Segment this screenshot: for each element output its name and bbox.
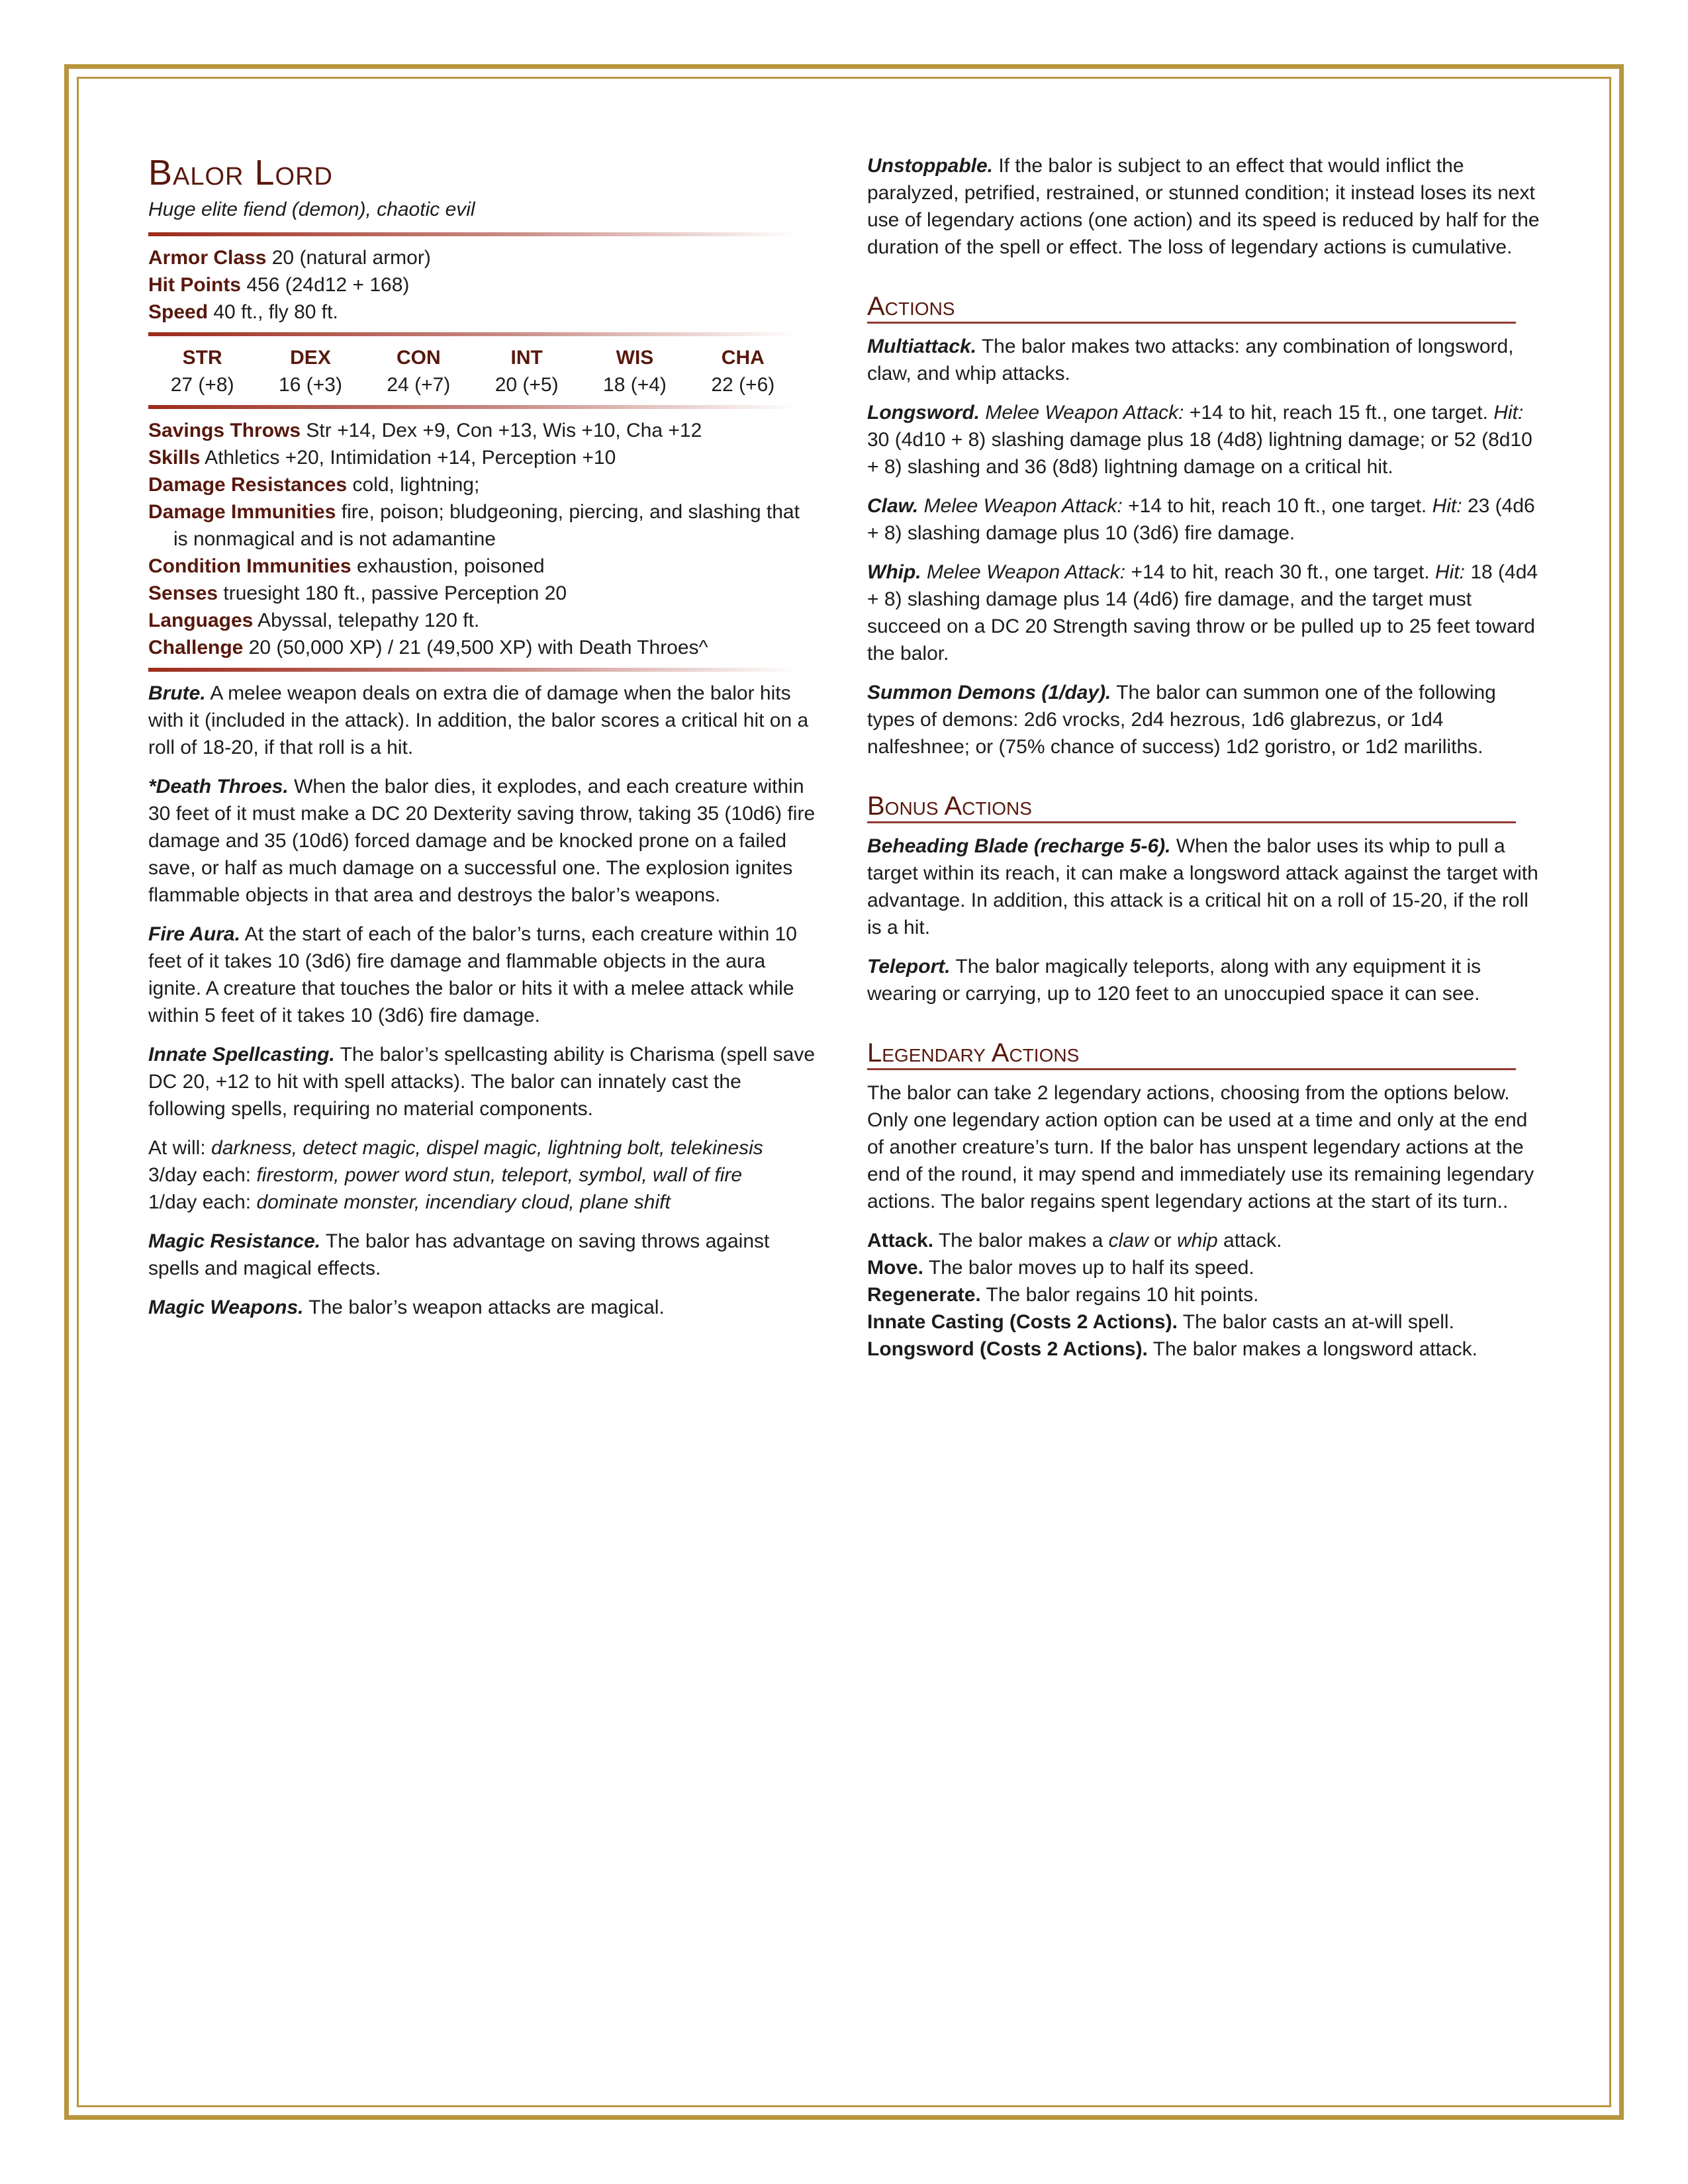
spell-line (148, 1161, 817, 1189)
saving-throws-label: Savings Throws (148, 420, 301, 441)
spell-frequency: 3/day each: (148, 1164, 252, 1186)
divider (148, 668, 797, 672)
action-name: Summon Demons (1/day). (867, 682, 1111, 704)
legendary-longsword (867, 1336, 1541, 1363)
divider (148, 332, 797, 336)
attack-hit-label: Hit: (1434, 561, 1465, 583)
legendary-claw: claw (1108, 1230, 1149, 1251)
legendary-text: The balor makes a (938, 1230, 1109, 1251)
bonus-beheading-blade (867, 833, 1541, 941)
trait-text: At the start of each of the balor’s turns, each creature within 10 feet of it takes 10 (3d6) fire damage and flammable objects in the aura ignite. A creature that touches the balor or hits it with a melee attack while within 5 feet of it takes 10 (3d6) fire damage. (148, 923, 797, 1026)
spell-names: dominate monster, incendiary cloud, plane shift (256, 1191, 671, 1213)
trait-name: Innate Spellcasting. (148, 1044, 335, 1066)
trait-brute (148, 680, 817, 761)
attack-damage: 18 (4d4 + 8) slashing damage plus 14 (4d6) fire damage, and the target must succeed on a DC 20 Strength saving throw or be pulled up to 25 feet toward the balor. (867, 561, 1538, 664)
languages (148, 607, 817, 634)
action-text: The balor makes two attacks: any combination of longsword, claw, and whip attacks. (867, 336, 1514, 385)
trait-name: Magic Resistance. (148, 1230, 321, 1252)
ability-score: 20 (+5) (494, 374, 559, 396)
attack-body: +14 to hit, reach 30 ft., one target. (1131, 561, 1430, 583)
divider (148, 405, 797, 409)
action-name: Multiattack. (867, 336, 977, 357)
action-text: When the balor uses its whip to pull a target within its reach, it can make a longsword attack against the target with advantage. In addition, this attack is a critical hit on a roll of 15-20, if the roll is a hit. (867, 835, 1538, 938)
ability-name: WIS (616, 347, 654, 369)
legendary-regenerate (867, 1281, 1541, 1308)
left-column (148, 132, 817, 1333)
action-name: Beheading Blade (recharge 5-6). (867, 835, 1171, 857)
trait-name: Fire Aura. (148, 923, 240, 945)
trait-text: The balor has advantage on saving throws against spells and magical effects. (148, 1230, 770, 1279)
legendary-move (867, 1254, 1541, 1281)
trait-fire-aura (148, 921, 817, 1029)
languages-label: Languages (148, 610, 254, 631)
legendary-innate-casting (867, 1308, 1541, 1336)
ability-name: STR (182, 347, 222, 369)
legendary-text: The balor moves up to half its speed. (928, 1257, 1254, 1279)
bonus-actions-heading: Bonus Actions (867, 791, 1516, 823)
skills-value: Athletics +20, Intimidation +14, Perception +10 (205, 447, 616, 469)
attack-body: +14 to hit, reach 15 ft., one target. (1189, 402, 1488, 424)
damage-immunities-value: fire, poison; bludgeoning, piercing, and slashing that is nonmagical and is not adamantine (173, 501, 800, 550)
attack-hit-label: Hit: (1432, 495, 1462, 517)
action-summon-demons (867, 679, 1541, 760)
trait-text: A melee weapon deals on extra die of damage when the balor hits with it (included in the attack). In addition, the balor scores a critical hit on a roll of 18-20, if that roll is a hit. (148, 682, 809, 758)
monster-type-line: Huge elite fiend (demon), chaotic evil (148, 199, 475, 220)
legendary-list (867, 1227, 1541, 1363)
ability-name: CON (396, 347, 441, 369)
attack-type: Melee Weapon Attack: (985, 402, 1184, 424)
action-claw (867, 492, 1541, 547)
action-longsword (867, 399, 1541, 480)
attack-hit-label: Hit: (1493, 402, 1524, 424)
armor-class-label: Armor Class (148, 247, 267, 269)
trait-death-throes (148, 773, 817, 909)
spell-line (148, 1134, 817, 1161)
ability-name: CHA (721, 347, 765, 369)
trait-text: The balor’s spellcasting ability is Charisma (spell save DC 20, +12 to hit with spell attacks). The balor can innately cast the following spells, requiring no material components. (148, 1044, 816, 1120)
attack-body: +14 to hit, reach 10 ft., one target. (1128, 495, 1427, 517)
challenge-value: 20 (50,000 XP) / 21 (49,500 XP) with Death Throes^ (248, 637, 708, 659)
spell-list (148, 1134, 817, 1216)
trait-text: The balor’s weapon attacks are magical. (303, 1297, 665, 1318)
hit-points (148, 271, 817, 298)
saving-throws (148, 417, 817, 444)
spell-names: firestorm, power word stun, teleport, symbol, wall of fire (256, 1164, 743, 1186)
spell-line (148, 1189, 817, 1216)
legendary-text: or (1148, 1230, 1178, 1251)
legendary-attack (867, 1227, 1541, 1254)
ability-score: 18 (+4) (603, 374, 667, 396)
ability-score: 16 (+3) (279, 374, 342, 396)
legendary-text: The balor casts an at-will spell. (1182, 1311, 1454, 1333)
actions-heading: Actions (867, 291, 1516, 324)
armor-class-value: 20 (natural armor) (271, 247, 431, 269)
ability-names (148, 344, 797, 398)
trait-text: When the balor dies, it explodes, and each creature within 30 feet of it must make a DC 20 Dexterity saving throw, taking 35 (10d6) fire damage and 35 (10d6) forced damage and be knocked prone on a failed save, or half as much damage on a successful one. The explosion ignites flammable objects in that area and destroys the balor’s weapons. (148, 776, 816, 906)
attack-damage: 30 (4d10 + 8) slashing damage plus 18 (4d8) lightning damage; or 52 (8d10 + 8) slashing and 36 (8d8) lightning damage on a critical hit. (867, 429, 1532, 478)
legendary-text: The balor makes a longsword attack. (1147, 1338, 1477, 1360)
trait-text: If the balor is subject to an effect that would inflict the paralyzed, petrified, restrained, or stunned condition; it instead loses its next use of legendary actions (one action) and its speed is reduced by half for the duration of the spell or effect. The loss of legendary actions is cumulative. (867, 155, 1540, 258)
trait-innate-spellcasting (148, 1041, 817, 1122)
ability-score: 22 (+6) (711, 374, 775, 396)
spell-frequency: At will: (148, 1137, 206, 1159)
senses-value: truesight 180 ft., passive Perception 20 (223, 582, 567, 604)
trait-unstoppable (867, 152, 1541, 261)
challenge (148, 634, 817, 661)
senses (148, 580, 817, 607)
damage-resistances (148, 471, 817, 498)
languages-value: Abyssal, telepathy 120 ft. (258, 610, 480, 631)
damage-resistances-value: cold, lightning; (352, 474, 480, 496)
condition-immunities-value: exhaustion, poisoned (357, 555, 545, 577)
damage-immunities-label: Damage Immunities (148, 501, 336, 523)
legendary-name: Innate Casting (Costs 2 Actions). (867, 1311, 1178, 1333)
trait-name: Magic Weapons. (148, 1297, 304, 1318)
legendary-intro: The balor can take 2 legendary actions, choosing from the options below. Only one legendary action option can be used at a time and only at the end of another creature’s turn. If the balor has unspent legendary actions at the end of the round, it may spend and immediately use its remaining legendary actions. The balor regains spent legendary actions at the start of its turn.. (867, 1082, 1534, 1212)
monster-name: Balor Lord (148, 153, 333, 193)
action-multiattack (867, 333, 1541, 387)
hit-points-value: 456 (24d12 + 168) (246, 274, 410, 296)
speed-value: 40 ft., fly 80 ft. (213, 301, 338, 323)
action-text: The balor can summon one of the following types of demons: 2d6 vrocks, 2d4 hezrous, 1d6 glabrezus, or 1d4 nalfeshnee; or (75% chance of success) 1d2 goristro, or 1d2 mariliths. (867, 682, 1496, 758)
action-name: Claw. (867, 495, 919, 517)
trait-name: Unstoppable. (867, 155, 994, 177)
action-name: Longsword. (867, 402, 980, 424)
trait-name: Brute. (148, 682, 206, 704)
hit-points-label: Hit Points (148, 274, 241, 296)
attack-type: Melee Weapon Attack: (923, 495, 1123, 517)
damage-resistances-label: Damage Resistances (148, 474, 348, 496)
legendary-whip: whip (1177, 1230, 1218, 1251)
attack-type: Melee Weapon Attack: (926, 561, 1126, 583)
action-name: Teleport. (867, 956, 951, 978)
bonus-teleport (867, 953, 1541, 1007)
challenge-label: Challenge (148, 637, 244, 659)
condition-immunities-label: Condition Immunities (148, 555, 352, 577)
attack-damage: 23 (4d6 + 8) slashing damage plus 10 (3d6) fire damage. (867, 495, 1535, 544)
legendary-text: The balor regains 10 hit points. (986, 1284, 1259, 1306)
condition-immunities (148, 553, 817, 580)
ability-name: INT (510, 347, 543, 369)
damage-immunities (148, 498, 817, 553)
action-name: Whip. (867, 561, 921, 583)
action-whip (867, 559, 1541, 667)
ability-name: DEX (290, 347, 331, 369)
legendary-name: Longsword (Costs 2 Actions). (867, 1338, 1148, 1360)
legendary-name: Attack. (867, 1230, 934, 1251)
trait-magic-weapons (148, 1294, 817, 1321)
trait-magic-resistance (148, 1228, 817, 1282)
armor-class (148, 244, 817, 271)
speed-label: Speed (148, 301, 209, 323)
skills-label: Skills (148, 447, 201, 469)
skills (148, 444, 817, 471)
legendary-actions-heading: Legendary Actions (867, 1038, 1516, 1070)
legendary-name: Regenerate. (867, 1284, 981, 1306)
senses-label: Senses (148, 582, 218, 604)
divider (148, 232, 797, 236)
action-text: The balor magically teleports, along with any equipment it is wearing or carrying, up to 120 feet to an unoccupied space it can see. (867, 956, 1481, 1005)
ability-score: 24 (+7) (387, 374, 451, 396)
spell-frequency: 1/day each: (148, 1191, 252, 1213)
spell-names: darkness, detect magic, dispel magic, lightning bolt, telekinesis (211, 1137, 763, 1159)
saving-throws-value: Str +14, Dex +9, Con +13, Wis +10, Cha +12 (306, 420, 702, 441)
legendary-name: Move. (867, 1257, 924, 1279)
ability-score: 27 (+8) (170, 374, 234, 396)
legendary-text: attack. (1217, 1230, 1282, 1251)
right-column (867, 132, 1541, 1363)
trait-name: *Death Throes. (148, 776, 289, 797)
speed (148, 298, 817, 326)
